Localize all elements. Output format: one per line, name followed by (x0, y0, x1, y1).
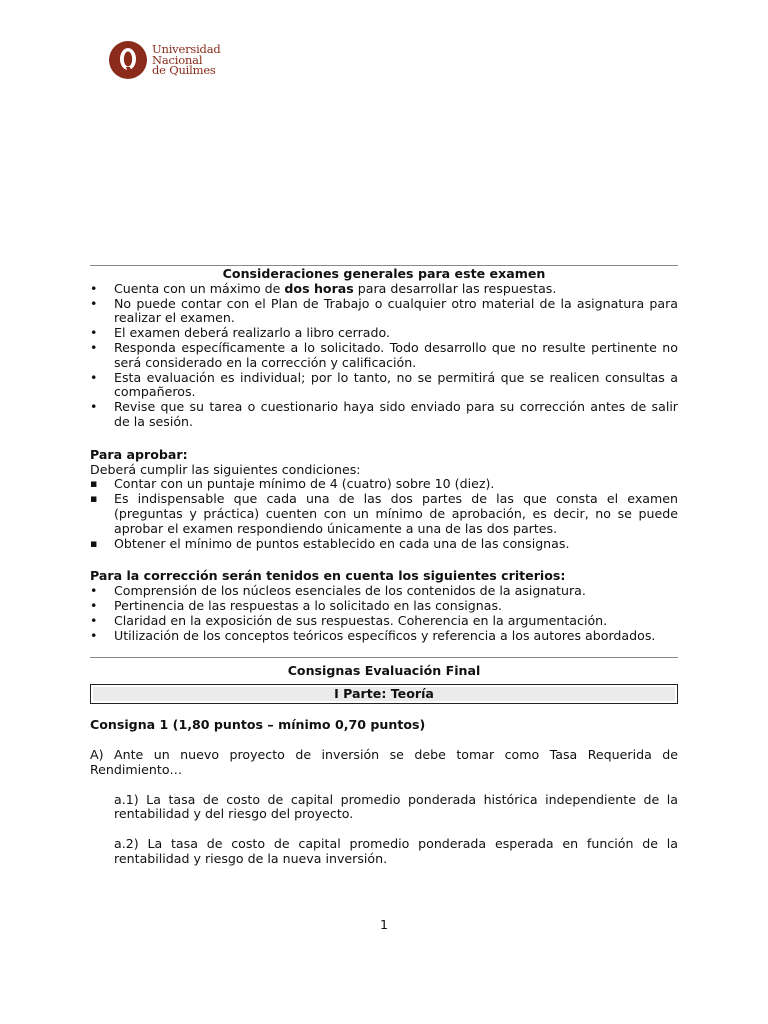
criterios-title: Para la corrección serán tenidos en cuenta los siguientes criterios: (90, 568, 566, 584)
consideraciones-title: Consideraciones generales para este examen (222, 266, 546, 281)
option-a1: a.1) La tasa de costo de capital promedio ponderada histórica independiente de la rentabilidad y del riesgo del proyecto. (114, 791, 678, 822)
option-a2: a.2) La tasa de costo de capital promedio ponderada esperada en función de la rentabilidad y riesgo de la nueva inversión. (114, 836, 678, 866)
exam-document-body (90, 265, 678, 867)
list-item: • Responda específicamente a lo solicitado. Todo desarrollo que no resulte pertinente no será considerado en la corrección y calificación. (90, 341, 678, 371)
list-item (90, 282, 678, 297)
list-item: • El examen deberá realizarlo a libro cerrado. (90, 326, 678, 341)
list-item: • Esta evaluación es individual; por lo tanto, no se permitirá que se realicen consultas a compañeros. (90, 371, 678, 401)
parte-teoria-box (90, 684, 678, 704)
logo-line-3: de Quilmes (152, 63, 216, 78)
consignas-divider (90, 657, 678, 658)
list-item: • No puede contar con el Plan de Trabajo o cualquier otro material de la asignatura para realizar el examen. (90, 297, 678, 327)
aprobar-title: Para aprobar: (90, 446, 188, 462)
list-item: ▪ Contar con un puntaje mínimo de 4 (cuatro) sobre 10 (diez). (90, 477, 678, 492)
list-item: ▪ Es indispensable que cada una de las dos partes de las que consta el examen (preguntas y práctica) cuenten con un mínimo de aprobación, es decir, no se puede aprobar el examen respondiendo únicamente a una de las dos partes. (90, 492, 678, 536)
aprobar-intro: Deberá cumplir las siguientes condiciones: (90, 461, 361, 477)
consideraciones-list (90, 282, 678, 430)
consigna-1-question-a: A) Ante un nuevo proyecto de inversión se debe tomar como Tasa Requerida de Rendimiento… (90, 746, 678, 777)
list-item: • Comprensión de los núcleos esenciales de los contenidos de la asignatura. (90, 584, 678, 599)
item-text: para desarrollar las respuestas. (353, 280, 557, 296)
dos-horas-emphasis: dos horas (284, 280, 354, 296)
logo-line-1: Universidad (152, 42, 221, 57)
criterios-list (90, 584, 678, 643)
list-item: • Revise que su tarea o cuestionario haya sido enviado para su corrección antes de salir de la sesión. (90, 400, 678, 430)
item-text: Cuenta con un máximo de (114, 280, 285, 296)
logo-line-2: Nacional (152, 52, 203, 67)
parte-teoria-title: I Parte: Teoría (93, 687, 675, 701)
page-number: 1 (379, 917, 388, 932)
consigna-1-title: Consigna 1 (1,80 puntos – mínimo 0,70 puntos) (90, 717, 426, 733)
consignas-title: Consignas Evaluación Final (287, 663, 481, 679)
list-item: ▪ Obtener el mínimo de puntos establecido en cada una de las consignas. (90, 537, 678, 552)
logo-wordmark (152, 44, 221, 76)
list-item: • Utilización de los conceptos teóricos específicos y referencia a los autores abordados. (90, 629, 678, 644)
quilmes-q-logo-icon (108, 40, 148, 80)
list-item: • Pertinencia de las respuestas a lo solicitado en las consignas. (90, 599, 678, 614)
aprobar-list (90, 477, 678, 551)
university-logo (108, 40, 221, 80)
list-item: • Claridad en la exposición de sus respuestas. Coherencia en la argumentación. (90, 614, 678, 629)
